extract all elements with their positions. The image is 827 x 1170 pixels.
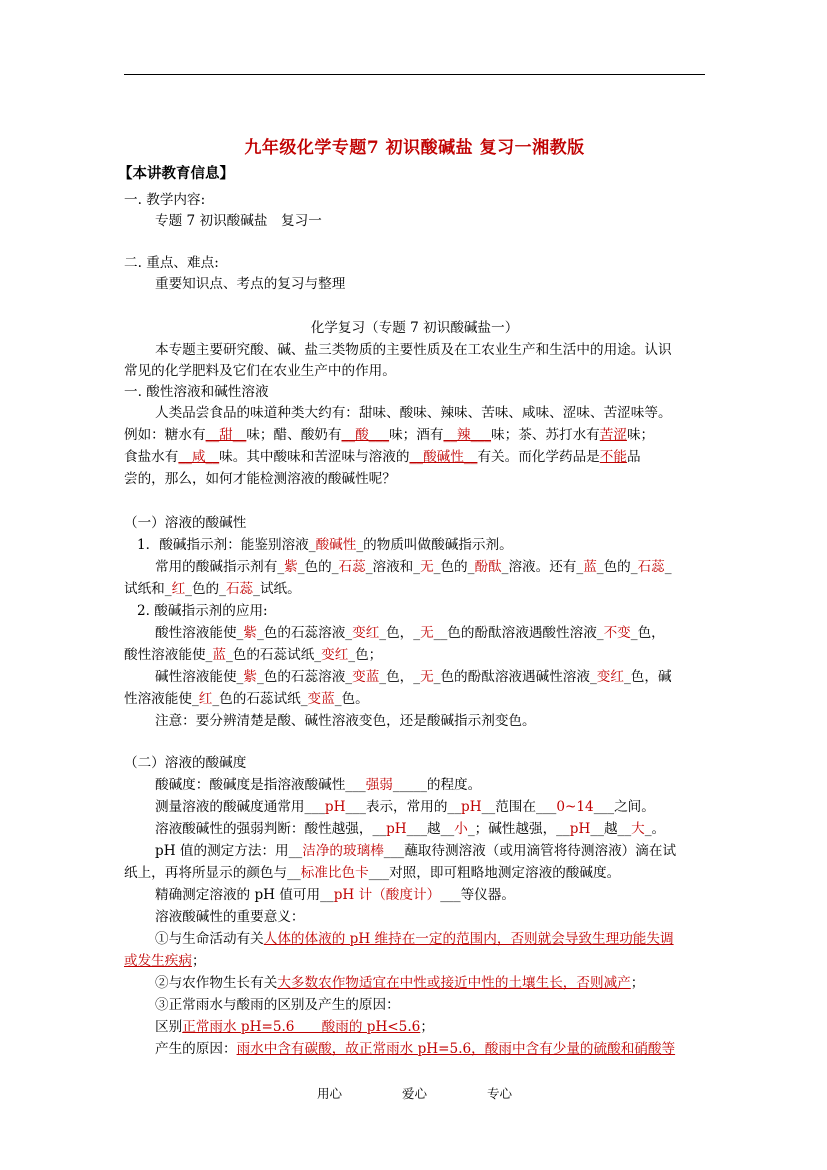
answer: __酸___: [341, 427, 390, 443]
text: 味；: [626, 427, 655, 443]
s1-heading: 一. 教学内容:: [124, 192, 206, 208]
text: _色，碱: [623, 669, 672, 685]
text: _色的_: [596, 559, 638, 575]
text: _色的_: [185, 581, 226, 597]
answer: 或发生疾病: [124, 953, 192, 969]
answer: 小: [454, 821, 468, 837]
text: 食盐水有: [124, 449, 179, 465]
text: ；: [630, 975, 645, 991]
text: 酸碱度：酸碱度是指溶液酸碱性___: [155, 777, 366, 793]
footer-word-3: 专心: [486, 1086, 512, 1101]
text: 常用的酸碱指示剂有_: [155, 559, 285, 575]
answer: __咸__: [178, 449, 220, 465]
text: ___表示，常用的__: [345, 799, 462, 815]
application-line-4: [124, 689, 709, 709]
text: _色的_: [433, 559, 475, 575]
center-title: 化学复习（专题 7 初识酸碱盐一）: [310, 320, 519, 336]
text: _色。: [334, 691, 369, 707]
degree-line-8: [155, 929, 708, 949]
text: 有关。而化学药品是: [477, 449, 600, 465]
text: 味；酒有: [389, 427, 444, 443]
answer: 人体的体液的 pH 维持在一定的范围内，否则就会导致生理功能失调: [263, 931, 674, 947]
answer: pH: [569, 821, 591, 837]
degree-line-11: ③正常雨水与酸雨的区别及产生的原因：: [155, 997, 400, 1013]
degree-line-12: [155, 1017, 708, 1037]
degree-line-13: [155, 1039, 708, 1059]
text: ___蘸取待测溶液（或用滴管将待测溶液）滴在试: [383, 843, 677, 859]
degree-line-9: [124, 951, 709, 971]
indicator-line-2: [155, 557, 708, 577]
answer: 强弱: [365, 777, 393, 793]
answer: 正常雨水 pH=5.6 酸雨的 pH<5.6: [182, 1019, 421, 1035]
answer: 无: [420, 625, 434, 641]
text: 1．酸碱指示剂：能鉴别溶液_: [137, 537, 316, 553]
text: ②与农作物生长有关: [155, 975, 278, 991]
answer: 不能: [599, 449, 627, 465]
answer: 变红: [596, 669, 624, 685]
text: ；: [420, 1019, 434, 1035]
text: __范围在___: [481, 799, 557, 815]
text: 酸性溶液能使_: [155, 625, 244, 641]
answer: 苦涩: [599, 427, 627, 443]
degree-line-1: [155, 775, 708, 795]
answer: 变蓝: [352, 669, 380, 685]
text: _溶液。还有_: [501, 559, 584, 575]
text: _色的石蕊试纸_: [225, 647, 322, 663]
degree-line-5: [124, 863, 709, 883]
text: _____的程度。: [392, 777, 482, 793]
answer: 红: [198, 691, 213, 707]
text: ___越__: [406, 821, 455, 837]
degree-line-3: [155, 819, 708, 839]
text: 味；醋、酸奶有: [246, 427, 342, 443]
text: 例如：糖水有: [124, 427, 206, 443]
text: ___等仪器。: [440, 887, 515, 903]
section-info-heading: 【本讲教育信息】: [118, 165, 234, 182]
answer: pH: [324, 799, 346, 815]
answer: 标准比色卡: [300, 865, 369, 881]
text: _: [664, 559, 672, 575]
text: 味；茶、苏打水有: [491, 427, 600, 443]
s1-body: 专题 7 初识酸碱盐 复习一: [155, 213, 322, 229]
answer: 0~14: [556, 799, 594, 815]
text: ___之间。: [593, 799, 655, 815]
text: 产生的原因：: [155, 1041, 237, 1057]
intro-line-1: 本专题主要研究酸、碱、盐三类物质的主要性质及在工农业生产和生活中的用途。认识: [155, 342, 672, 358]
answer: 大: [631, 821, 645, 837]
answer: 石蕊: [225, 581, 254, 597]
application-line-1: [155, 623, 708, 643]
sub2-heading: （二）溶液的酸碱度: [124, 755, 247, 771]
application-heading: 2. 酸碱指示剂的应用:: [137, 603, 268, 619]
page-footer: [124, 1084, 705, 1102]
text: _的物质叫做酸碱指示剂。: [356, 537, 513, 553]
application-line-2: [124, 645, 709, 665]
answer: 紫: [243, 625, 257, 641]
degree-line-7: 溶液酸碱性的重要意义：: [155, 909, 305, 925]
answer: __甜__: [205, 427, 247, 443]
answer: 无: [420, 559, 434, 575]
text: 测量溶液的酸碱度通常用___: [155, 799, 325, 815]
text: _色；: [348, 647, 383, 663]
degree-line-4: [155, 841, 708, 861]
text: __越__: [590, 821, 632, 837]
answer: __酸碱性__: [409, 449, 478, 465]
text: _色的石蕊溶液_: [256, 669, 353, 685]
answer: 变蓝: [307, 691, 335, 707]
text: _色的石蕊溶液_: [256, 625, 353, 641]
answer: pH: [461, 799, 482, 815]
degree-line-6: [155, 885, 708, 905]
text: 纸上，再将所显示的颜色与__: [124, 865, 301, 881]
answer: 雨水中含有碳酸，故正常雨水 pH=5.6，酸雨中含有少量的硫酸和硝酸等: [236, 1041, 676, 1057]
answer: 石蕊: [637, 559, 665, 575]
answer: pH: [386, 821, 407, 837]
taste-line-2: [124, 425, 709, 445]
text: 区别: [155, 1019, 183, 1035]
text: _试纸。: [253, 581, 301, 597]
answer: 紫: [243, 669, 257, 685]
answer: 无: [420, 669, 434, 685]
indicator-line-3: [124, 579, 709, 599]
text: ___对照，即可粗略地测定溶液的酸碱度。: [368, 865, 621, 881]
s2-body: 重要知识点、考点的复习与整理: [155, 276, 346, 292]
text: _。: [644, 821, 666, 837]
answer: pH 计（酸度计）: [333, 887, 441, 903]
s2-heading: 二. 重点、难点:: [124, 255, 219, 271]
text: pH 值的测定方法：用__: [155, 843, 303, 859]
answer: 大多数农作物适宜在中性或接近中性的土壤生长，否则减产: [277, 975, 631, 991]
answer: 蓝: [583, 559, 597, 575]
footer-word-2: 爱心: [401, 1086, 427, 1101]
text: ；: [191, 953, 206, 969]
answer: 紫: [284, 559, 298, 575]
answer: 变红: [352, 625, 380, 641]
taste-line-1: 人类品尝食品的味道种类大约有：甜味、酸味、辣味、苦味、咸味、涩味、苦涩味等。: [155, 405, 672, 421]
answer: 红: [171, 581, 186, 597]
text: 精确测定溶液的 pH 值可用__: [155, 887, 334, 903]
answer: 洁净的玻璃棒: [302, 843, 384, 859]
answer: __辣___: [443, 427, 492, 443]
answer: 石蕊: [338, 559, 366, 575]
text: _色，_: [379, 669, 421, 685]
footer-word-1: 用心: [316, 1086, 342, 1101]
text: 酸性溶液能使_: [124, 647, 213, 663]
answer: 酚酞: [474, 559, 502, 575]
part1-heading: 一. 酸性溶液和碱性溶液: [124, 384, 269, 400]
application-line-3: [155, 667, 708, 687]
text: _色，: [630, 625, 665, 641]
answer: 不变: [603, 625, 631, 641]
answer: 酸碱性: [315, 537, 357, 553]
text: 性溶液能使_: [124, 691, 199, 707]
indicator-line-1: [137, 535, 722, 555]
degree-line-10: [155, 973, 708, 993]
text: ①与生命活动有关: [155, 931, 264, 947]
text: _色，_: [379, 625, 421, 641]
sub1-heading: （一）溶液的酸碱性: [124, 515, 247, 531]
text: _；碱性越强，__: [467, 821, 570, 837]
text: _色的酚酞溶液遇碱性溶液_: [433, 669, 597, 685]
text: 碱性溶液能使_: [155, 669, 244, 685]
note-line: 注意：要分辨清楚是酸、碱性溶液变色，还是酸碱指示剂变色。: [155, 713, 536, 729]
taste-line-4: 尝的，那么，如何才能检测溶液的酸碱性呢？: [124, 471, 396, 487]
answer: 变红: [321, 647, 349, 663]
text: 味。其中酸味和苦涩味与溶液的: [219, 449, 410, 465]
answer: 蓝: [212, 647, 226, 663]
text: _色的石蕊试纸_: [212, 691, 308, 707]
document-title: 九年级化学专题7 初识酸碱盐 复习一湘教版: [244, 138, 585, 158]
taste-line-3: [124, 447, 709, 467]
text: _色的_: [297, 559, 339, 575]
text: 试纸和_: [124, 581, 172, 597]
header-rule: [124, 74, 705, 75]
text: _溶液和_: [365, 559, 421, 575]
text: 品: [626, 449, 641, 465]
text: 溶液酸碱性的强弱判断：酸性越强，__: [155, 821, 387, 837]
text: __色的酚酞溶液遇酸性溶液_: [433, 625, 604, 641]
degree-line-2: [155, 797, 708, 817]
intro-line-2: 常见的化学肥料及它们在农业生产中的作用。: [124, 363, 396, 379]
